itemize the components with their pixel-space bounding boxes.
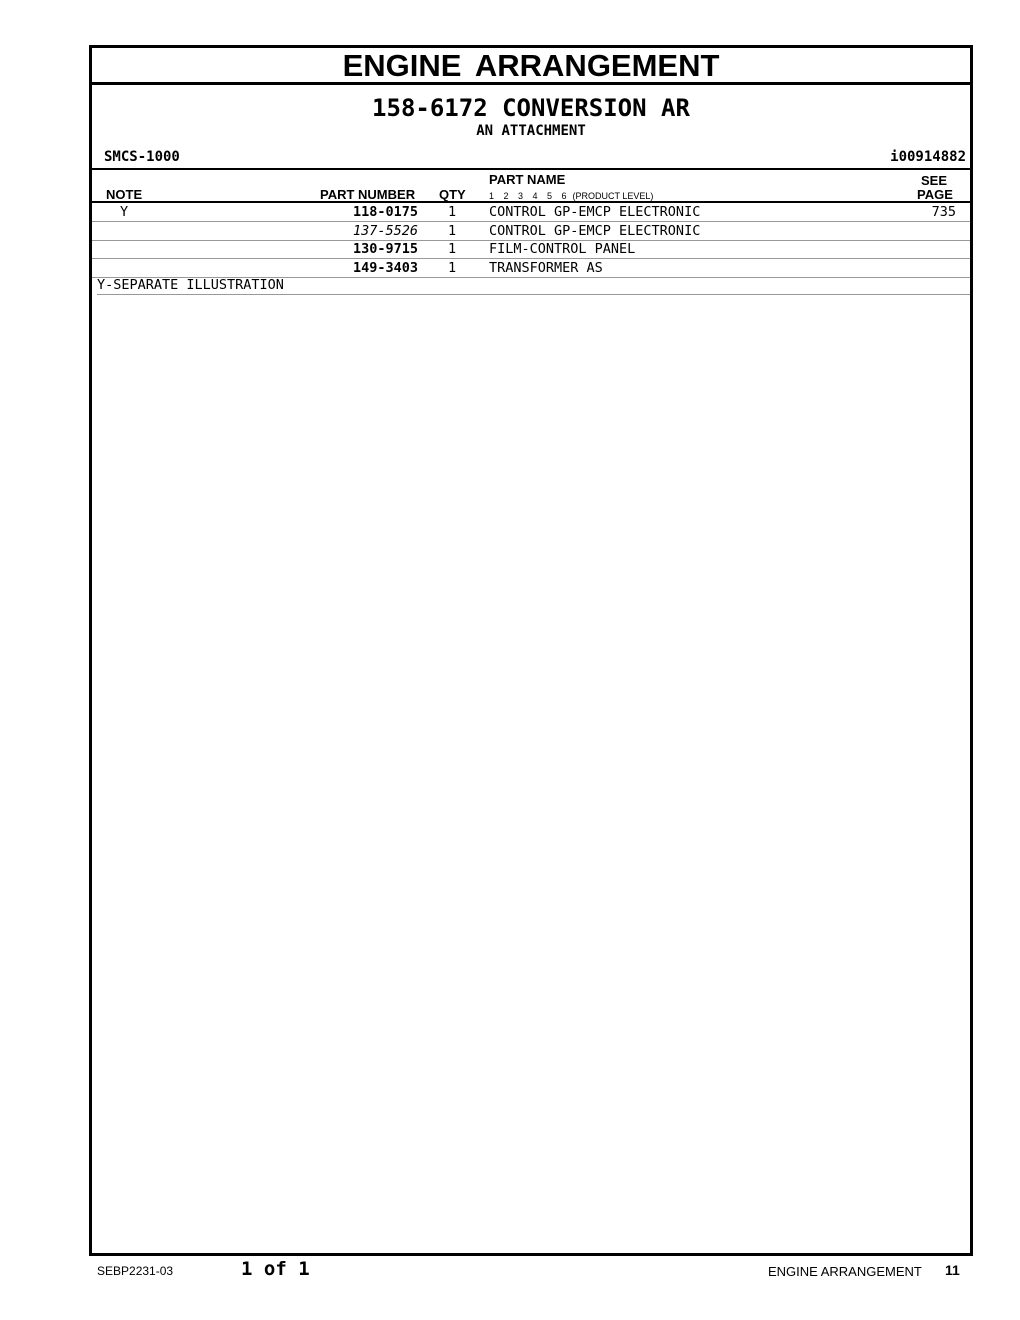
- col-header-note: NOTE: [106, 187, 143, 202]
- col-header-part-number: PART NUMBER: [320, 187, 416, 202]
- col-header-part-name: PART NAME: [489, 172, 566, 187]
- group-title: 158-6172 CONVERSION AR: [372, 94, 690, 122]
- row-part-number: 130-9715: [352, 241, 418, 257]
- footer-page-number: 11: [945, 1262, 960, 1278]
- row-part-name: FILM-CONTROL PANEL: [489, 241, 636, 257]
- parts-page-frame: [89, 45, 973, 1256]
- col-header-page: PAGE: [917, 187, 953, 202]
- row-qty: 1: [448, 223, 457, 239]
- row-part-number: 137-5526: [352, 223, 418, 239]
- product-levels: [489, 191, 653, 201]
- footer-section: ENGINE ARRANGEMENT: [768, 1264, 922, 1279]
- level-numbers: 1 2 3 4 5 6: [489, 191, 567, 201]
- footer-doc-id: SEBP2231-03: [97, 1264, 174, 1278]
- table-row: [92, 203, 970, 222]
- footer-page-of: 1 of 1: [241, 1258, 310, 1280]
- header-divider: [92, 168, 970, 170]
- footnote: Y-SEPARATE ILLUSTRATION: [97, 276, 970, 295]
- row-part-name: TRANSFORMER AS: [489, 260, 603, 276]
- row-see-page[interactable]: 735: [931, 204, 956, 220]
- row-qty: 1: [448, 241, 457, 257]
- smcs-code: SMCS-1000: [104, 149, 180, 165]
- col-header-see: SEE: [921, 173, 948, 188]
- row-part-number: 118-0175: [352, 204, 418, 220]
- section-title: ENGINE ARRANGEMENT: [92, 48, 970, 85]
- illustration-id: i00914882: [890, 149, 966, 165]
- row-qty: 1: [448, 204, 457, 220]
- row-qty: 1: [448, 260, 457, 276]
- product-level-label: (PRODUCT LEVEL): [572, 191, 654, 201]
- group-subtitle: AN ATTACHMENT: [476, 123, 586, 139]
- table-row: [92, 240, 970, 259]
- row-part-name: CONTROL GP-EMCP ELECTRONIC: [489, 204, 701, 220]
- row-note: Y: [120, 204, 129, 220]
- row-part-number: 149-3403: [352, 260, 418, 276]
- table-row: [92, 222, 970, 241]
- col-header-qty: QTY: [439, 187, 466, 202]
- row-part-name: CONTROL GP-EMCP ELECTRONIC: [489, 223, 701, 239]
